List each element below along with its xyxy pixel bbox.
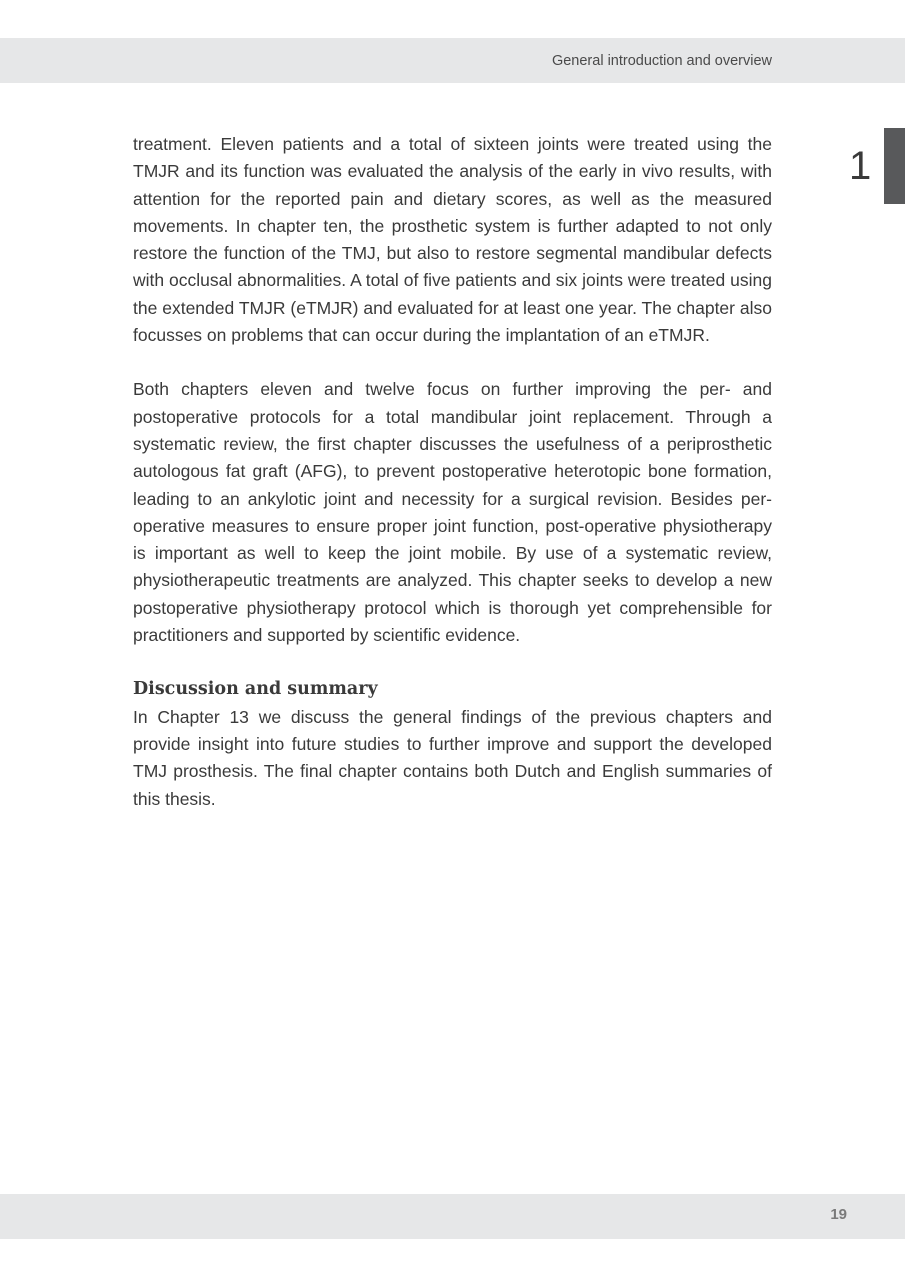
section-heading: Discussion and summary <box>133 679 378 700</box>
body-paragraph: treatment. Eleven patients and a total of sixteen joints were treated using the TMJR and its function was evaluated the analysis of the early in vivo results, with attention for the reported pain and dietary scores, as well as the measured movements. In chapter ten, the prosthetic system is further adapted to not only restore the function of the TMJ, but also to restore segmental mandibular defects with occlusal abnormalities. A total of five patients and six joints were treated using the extended TMJR (eTMJR) and evaluated for at least one year. The chapter also focusses on problems that can occur during the implantation of an eTMJR. <box>133 134 772 346</box>
page-body <box>133 131 772 813</box>
running-header <box>0 38 905 83</box>
chapter-number: 1 <box>849 144 872 188</box>
chapter-thumb-tab <box>884 128 905 204</box>
body-paragraph: Both chapters eleven and twelve focus on further improving the per- and postoperative protocols for a total mandibular joint replacement. Through a systematic review, the first chapter discusses the usefulness of a periprosthetic autologous fat graft (AFG), to prevent postoperative heterotopic bone formation, leading to an ankylotic joint and necessity for a surgical revision. Besides per-operative measures to ensure proper joint function, post-operative physiotherapy is important as well to keep the joint mobile. By use of a systematic review, physiotherapeutic treatments are analyzed. This chapter seeks to develop a new postoperative physiotherapy protocol which is thorough yet comprehensible for practitioners and supported by scientific evidence. <box>133 379 772 646</box>
section-paragraph: In Chapter 13 we discuss the general findings of the previous chapters and provide insight into future studies to further improve and support the developed TMJ prosthesis. The final chapter contains both Dutch and English summaries of this thesis. <box>133 706 772 809</box>
running-header-title: General introduction and overview <box>551 53 772 69</box>
page-footer <box>0 1194 905 1239</box>
page-number: 19 <box>830 1206 847 1223</box>
